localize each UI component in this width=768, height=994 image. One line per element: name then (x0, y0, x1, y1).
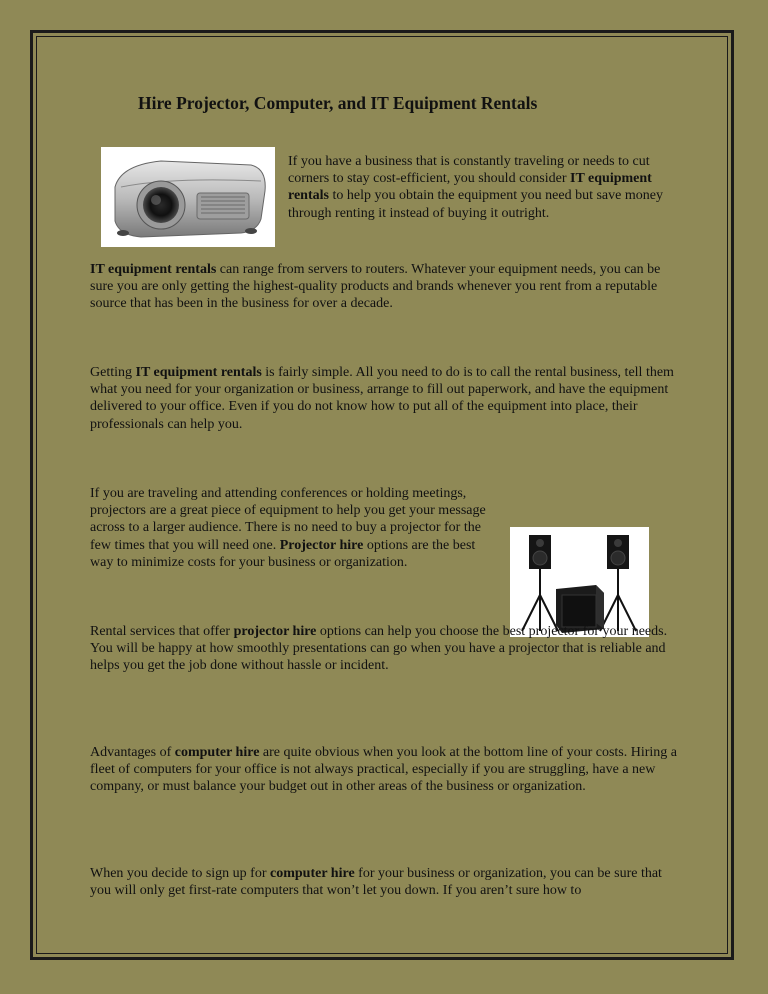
keyword-it-equipment-rentals: IT equipment rentals (288, 171, 652, 204)
paragraph-text: can range from servers to routers. Whatever your equipment needs, you can be sure you are only getting the highest-quality products and brands whenever you rent from a reputable source that has been in the business for over a decade. (90, 262, 661, 312)
keyword-projector-hire: projector hire (233, 624, 317, 639)
paragraph-text: for your business or organization, you can be sure that you will only get first-rate computers that won’t let you down. If you aren’t sure how to (90, 866, 662, 899)
paragraph-text: If you have a business that is constantly traveling or needs to cut corners to stay cost-efficient, you should consider (288, 154, 650, 187)
paragraph-projectors (90, 485, 486, 571)
paragraph-text: options are the best way to minimize costs for your business or organization. (90, 537, 476, 570)
paragraph-text: Advantages of (90, 745, 175, 760)
paragraph-text: options can help you choose the best projector for your needs. You will be happy at how smoothly presentations can go when you have a projector that is reliable and helps you get the job done without hassle or incident. (90, 624, 668, 674)
paragraph-getting-rentals (90, 364, 686, 433)
keyword-computer-hire: computer hire (174, 745, 260, 760)
paragraph-computer-hire-signup (90, 865, 686, 899)
paragraph-it-range (90, 261, 686, 313)
paragraph-computer-hire-advantages (90, 744, 686, 796)
paragraph-text: If you are traveling and attending conferences or holding meetings, projectors are a great piece of equipment to help you get your message across to a larger audience. There is no need to buy a projector for the few times that you will need one. (90, 486, 486, 553)
projector-image (101, 147, 275, 247)
page-title: Hire Projector, Computer, and IT Equipment Rentals (138, 93, 538, 113)
keyword-it-equipment-rentals: IT equipment rentals (135, 365, 262, 380)
keyword-computer-hire: computer hire (270, 866, 355, 881)
keyword-projector-hire: Projector hire (279, 537, 364, 553)
speakers-image (510, 527, 649, 637)
paragraph-text: When you decide to sign up for (90, 866, 271, 881)
paragraph-text: to help you obtain the equipment you need but save money through renting it instead of buying it outright. (288, 188, 663, 221)
paragraph-text: are quite obvious when you look at the bottom line of your costs. Hiring a fleet of computers for your office is not always practical, especially if you are struggling, have a new company, or must balance your budget out in other areas of the business or organization. (90, 745, 677, 795)
paragraph-text: is fairly simple. All you need to do is to call the rental business, tell them what you need for your organization or business, arrange to fill out paperwork, and have the equipment delivered to your office. Even if you do not know how to put all of the equipment into place, their professionals can help you. (90, 365, 674, 432)
paragraph-text: Rental services that offer (90, 624, 234, 639)
paragraph-rental-services (90, 623, 686, 675)
keyword-it-equipment-rentals: IT equipment rentals (90, 262, 217, 277)
paragraph-intro (288, 153, 688, 222)
paragraph-text: Getting (90, 365, 136, 380)
